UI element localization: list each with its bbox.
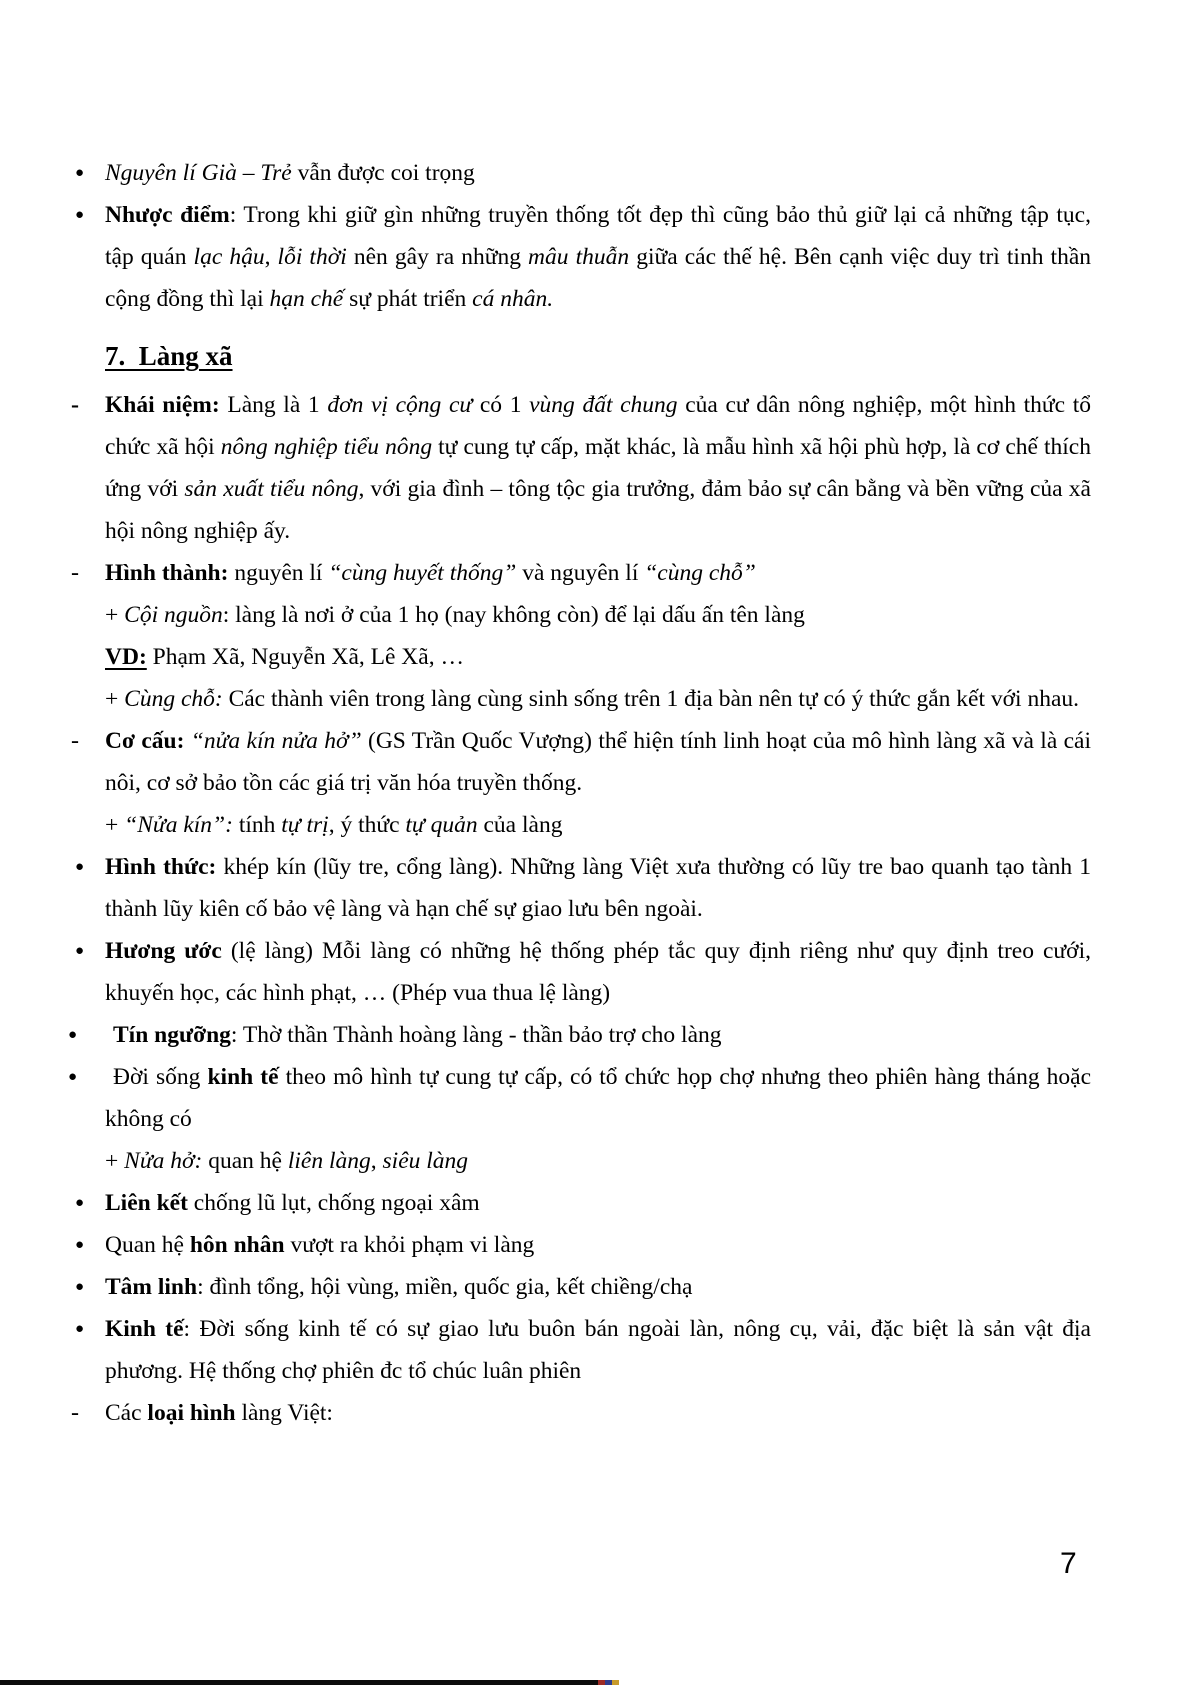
- item-hinh-thanh: [71, 552, 1091, 594]
- item-vd: [105, 636, 1091, 678]
- list-item-huong-uoc: [75, 930, 1091, 1014]
- text-run: Tâm linh: đình tổng, hội vùng, miền, quốc gia, kết chiềng/chạ: [105, 1274, 693, 1300]
- text-run: Tín ngưỡng: Thờ thần Thành hoàng làng - thần bảo trợ cho làng: [113, 1022, 722, 1048]
- text-run: + Nửa hở: quan hệ liên làng, siêu làng: [105, 1148, 469, 1174]
- text-run: Liên kết chống lũ lụt, chống ngoại xâm: [105, 1190, 480, 1216]
- text-run: Quan hệ hôn nhân vượt ra khỏi phạm vi làng: [105, 1232, 535, 1258]
- list-item-lien-ket: [75, 1182, 1091, 1224]
- text-run: + “Nửa kín”: tính tự trị, ý thức tự quản của làng: [105, 812, 563, 838]
- page-break-artifact: [0, 1680, 598, 1685]
- list-item-hon-nhan: [75, 1224, 1091, 1266]
- bullet-marker: ●: [75, 859, 85, 875]
- item-co-cau: [71, 720, 1091, 804]
- list-item-kinh-te: [75, 1308, 1091, 1392]
- text-run: VD: Phạm Xã, Nguyễn Xã, Lê Xã, …: [105, 644, 464, 670]
- text-run: 7. Làng xã: [105, 341, 233, 371]
- sliver-segment: [612, 1680, 619, 1685]
- item-coi-nguon: [105, 594, 1091, 636]
- bullet-marker: ●: [68, 1069, 78, 1085]
- text-run: Đời sống kinh tế theo mô hình tự cung tự cấp, có tổ chức họp chợ nhưng theo phiên hàng tháng hoặc không có: [105, 1064, 1091, 1132]
- bullet-marker: ●: [75, 207, 85, 223]
- sliver-segment: [605, 1680, 612, 1685]
- sliver-segment: [598, 1680, 605, 1685]
- text-run: Nhược điểm: Trong khi giữ gìn những truyền thống tốt đẹp thì cũng bảo thủ giữ lại cả những tập tục, tập quán lạc hậu, lỗi thời nên gây ra những mâu thuẫn giữa các thế hệ. Bên cạnh việc duy trì tinh thần cộng đồng thì lại hạn chế sự phát triển cá nhân.: [105, 202, 1091, 312]
- bullet-marker: ●: [75, 943, 85, 959]
- text-run: Khái niệm: Làng là 1 đơn vị cộng cư có 1 vùng đất chung của cư dân nông nghiệp, một hình thức tổ chức xã hội nông nghiệp tiểu nông tự cung tự cấp, mặt khác, là mẫu hình xã hội phù hợp, là cơ chế thích ứng với sản xuất tiểu nông, với gia đình – tông tộc gia trưởng, đảm bảo sự cân bằng và bền vững của xã hội nông nghiệp ấy.: [105, 392, 1092, 544]
- dash-marker: -: [71, 392, 79, 418]
- bullet-marker: ●: [75, 1279, 85, 1295]
- text-run: Nguyên lí Già – Trẻ vẫn được coi trọng: [105, 160, 475, 186]
- document-body: [68, 152, 1092, 1434]
- page-break-color-sliver: [598, 1680, 619, 1685]
- page-number: 7: [1060, 1547, 1077, 1580]
- text-run: Hương ước (lệ làng) Mỗi làng có những hệ thống phép tắc quy định riêng như quy định treo cưới, khuyến học, các hình phạt, … (Phép vua thua lệ làng): [105, 938, 1091, 1006]
- list-item-tam-linh: [75, 1266, 1091, 1308]
- text-run: Hình thành: nguyên lí “cùng huyết thống” và nguyên lí “cùng chỗ”: [105, 560, 756, 586]
- text-run: + Cùng chỗ: Các thành viên trong làng cùng sinh sống trên 1 địa bàn nên tự có ý thức gắn kết với nhau.: [105, 686, 1079, 712]
- dash-marker: -: [71, 728, 79, 754]
- dash-marker: -: [71, 560, 79, 586]
- text-run: + Cội nguồn: làng là nơi ở của 1 họ (nay không còn) để lại dấu ấn tên làng: [105, 602, 805, 628]
- list-item-nhuoc-diem: [75, 194, 1091, 320]
- list-item-hinh-thuc: [75, 846, 1092, 930]
- text-run: Kinh tế: Đời sống kinh tế có sự giao lưu buôn bán ngoài làn, nông cụ, vải, đặc biệt là sản vật địa phương. Hệ thống chợ phiên đc tổ chúc luân phiên: [105, 1316, 1091, 1384]
- section-heading: [105, 334, 1091, 378]
- bullet-marker: ●: [75, 1321, 85, 1337]
- bullet-marker: ●: [68, 1027, 78, 1043]
- bullet-marker: ●: [75, 165, 85, 181]
- text-run: Cơ cấu: “nửa kín nửa hở” (GS Trần Quốc Vượng) thể hiện tính linh hoạt của mô hình làng xã và là cái nôi, cơ sở bảo tồn các giá trị văn hóa truyền thống.: [105, 728, 1091, 796]
- list-item-nguyen-li: [75, 152, 1091, 194]
- bullet-marker: ●: [75, 1237, 85, 1253]
- list-item-tin-nguong: [68, 1014, 1091, 1056]
- item-nua-ho: [105, 1140, 1091, 1182]
- text-run: Hình thức: khép kín (lũy tre, cổng làng). Những làng Việt xưa thường có lũy tre bao quanh tạo tành 1 thành lũy kiên cố bảo vệ làng và hạn chế sự giao lưu bên ngoài.: [105, 854, 1092, 922]
- item-loai-hinh: [71, 1392, 1091, 1434]
- bullet-marker: ●: [75, 1195, 85, 1211]
- item-cung-cho: [105, 678, 1091, 720]
- item-khai-niem: [71, 384, 1092, 552]
- list-item-doi-song: [68, 1056, 1091, 1140]
- item-nua-kin: [105, 804, 1091, 846]
- text-run: Các loại hình làng Việt:: [105, 1400, 333, 1426]
- dash-marker: -: [71, 1400, 79, 1426]
